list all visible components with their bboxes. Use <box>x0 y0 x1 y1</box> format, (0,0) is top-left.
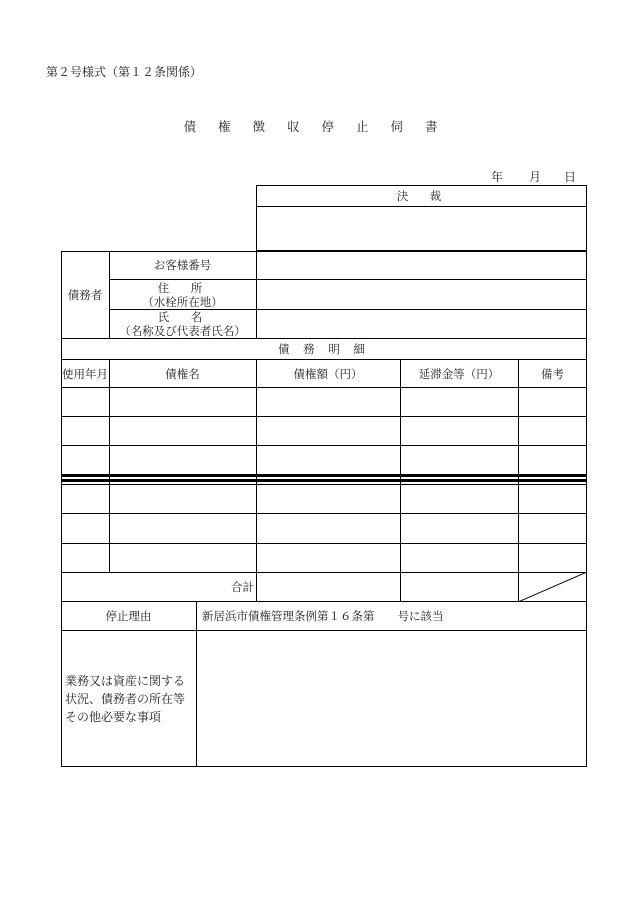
table-row[interactable] <box>61 514 587 543</box>
approval-signature-area[interactable] <box>256 207 587 251</box>
column-header-usage-month: 使用年月 <box>62 366 108 381</box>
total-claim-amount-field[interactable] <box>257 573 400 601</box>
customer-number-field[interactable] <box>257 251 587 279</box>
date-month-label: 月 <box>529 170 542 184</box>
suspension-reason-text[interactable]: 新居浜市債権管理条例第１６条第 号に該当 <box>202 609 444 623</box>
customer-number-label: お客様番号 <box>153 258 212 272</box>
column-header-claim-name: 債権名 <box>165 366 200 381</box>
total-remarks-strike <box>518 572 587 602</box>
column-header-late-charges: 延滞金等（円） <box>418 366 500 381</box>
column-header-remarks: 備考 <box>541 366 564 381</box>
details-section-title: 債 務 明 細 <box>278 341 370 356</box>
total-label: 合計 <box>231 580 254 594</box>
form-number: 第２号様式（第１２条関係） <box>46 65 203 79</box>
table-row[interactable] <box>61 544 587 572</box>
remarks-label: 業務又は資産に関する 状況、債務者の所在等 その他必要な事項 <box>65 674 186 724</box>
column-header-claim-amount: 債権額（円） <box>293 366 363 381</box>
address-label: 住 所 （水栓所在地） <box>142 280 223 309</box>
remarks-field[interactable] <box>197 631 587 767</box>
table-row[interactable] <box>61 388 587 416</box>
table-row[interactable] <box>61 417 587 445</box>
date-day-label: 日 <box>564 170 577 184</box>
table-break-separator <box>61 474 587 477</box>
debtor-group-label: 債務者 <box>67 287 103 302</box>
suspension-reason-label: 停止理由 <box>105 609 152 623</box>
name-label: 氏 名 （名称及び代表者氏名） <box>119 310 246 338</box>
address-field[interactable] <box>257 280 587 309</box>
approval-label: 決 裁 <box>396 188 447 203</box>
table-row[interactable] <box>61 485 587 513</box>
total-late-charges-field[interactable] <box>401 573 518 601</box>
document-title: 債 権 徴 収 停 止 伺 書 <box>183 119 447 134</box>
name-field[interactable] <box>257 310 587 338</box>
table-row[interactable] <box>61 446 587 474</box>
date-year-label: 年 <box>491 170 504 184</box>
